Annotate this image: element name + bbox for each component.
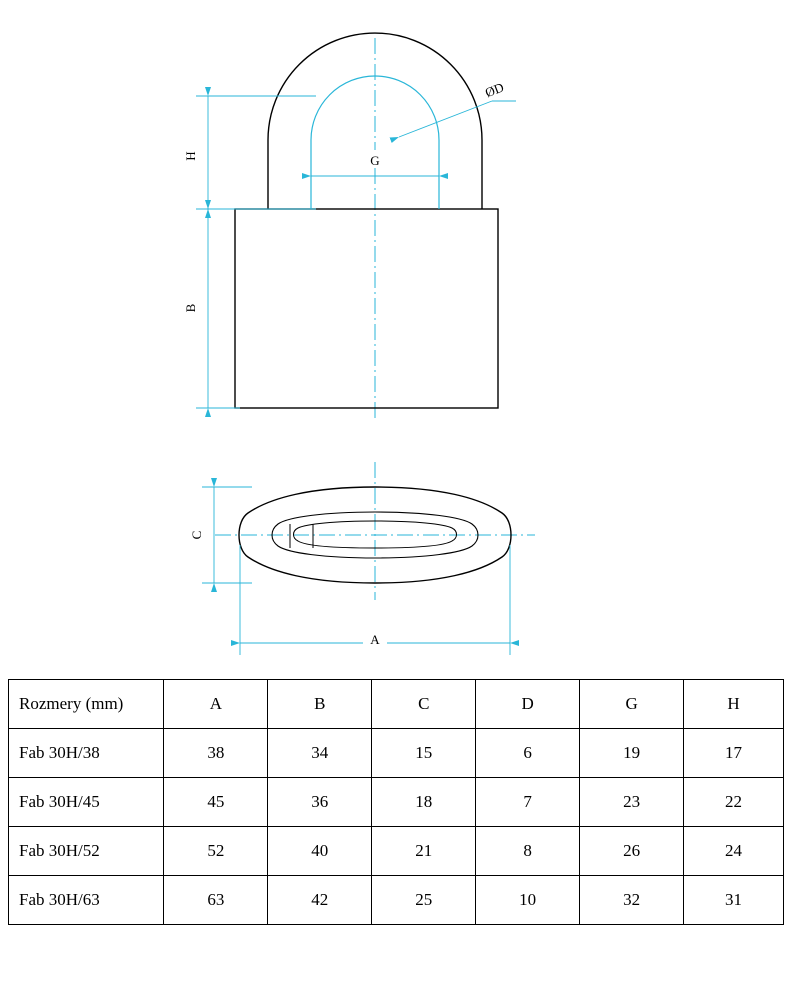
table-cell-value: 34 [268, 729, 372, 778]
table-cell-value: 25 [372, 876, 476, 925]
dimensions-table-wrapper [8, 679, 784, 925]
table-cell-value: 52 [164, 827, 268, 876]
table-row [9, 778, 784, 827]
dimension-H [183, 96, 316, 209]
table-cell-value: 63 [164, 876, 268, 925]
table-header-cell: G [580, 680, 684, 729]
table-cell-value: 26 [580, 827, 684, 876]
table-cell-model: Fab 30H/38 [9, 729, 164, 778]
dimension-B [183, 209, 240, 408]
table-cell-value: 24 [684, 827, 784, 876]
table-cell-value: 40 [268, 827, 372, 876]
dimension-label-A: A [370, 632, 380, 647]
table-cell-value: 19 [580, 729, 684, 778]
table-header-cell: C [372, 680, 476, 729]
table-cell-value: 31 [684, 876, 784, 925]
table-cell-value: 23 [580, 778, 684, 827]
table-cell-value: 32 [580, 876, 684, 925]
top-view [189, 462, 535, 655]
dimension-label-C: C [189, 530, 204, 540]
dimension-label-B: B [183, 303, 198, 313]
lock-body-outline [235, 209, 498, 408]
table-cell-value: 8 [476, 827, 580, 876]
table-cell-value: 6 [476, 729, 580, 778]
table-header-cell: H [684, 680, 784, 729]
dimension-label-H: H [183, 151, 198, 161]
table-cell-value: 45 [164, 778, 268, 827]
table-cell-value: 15 [372, 729, 476, 778]
table-header-cell: A [164, 680, 268, 729]
table-cell-value: 42 [268, 876, 372, 925]
table-row [9, 729, 784, 778]
table-header-row [9, 680, 784, 729]
table-header-cell: B [268, 680, 372, 729]
table-cell-value: 36 [268, 778, 372, 827]
table-row [9, 876, 784, 925]
table-cell-value: 21 [372, 827, 476, 876]
table-cell-value: 22 [684, 778, 784, 827]
table-cell-value: 7 [476, 778, 580, 827]
table-header-cell: Rozmery (mm) [9, 680, 164, 729]
table-cell-value: 38 [164, 729, 268, 778]
dimension-D [399, 79, 516, 137]
table-header-cell: D [476, 680, 580, 729]
table-row [9, 827, 784, 876]
table-cell-value: 17 [684, 729, 784, 778]
table-cell-model: Fab 30H/63 [9, 876, 164, 925]
table-cell-value: 18 [372, 778, 476, 827]
table-cell-model: Fab 30H/45 [9, 778, 164, 827]
dimension-label-D: ØD [482, 79, 506, 101]
table-cell-value: 10 [476, 876, 580, 925]
table-cell-model: Fab 30H/52 [9, 827, 164, 876]
dimension-label-G: G [370, 153, 380, 168]
front-view [183, 33, 516, 420]
dimensions-table [8, 679, 784, 925]
